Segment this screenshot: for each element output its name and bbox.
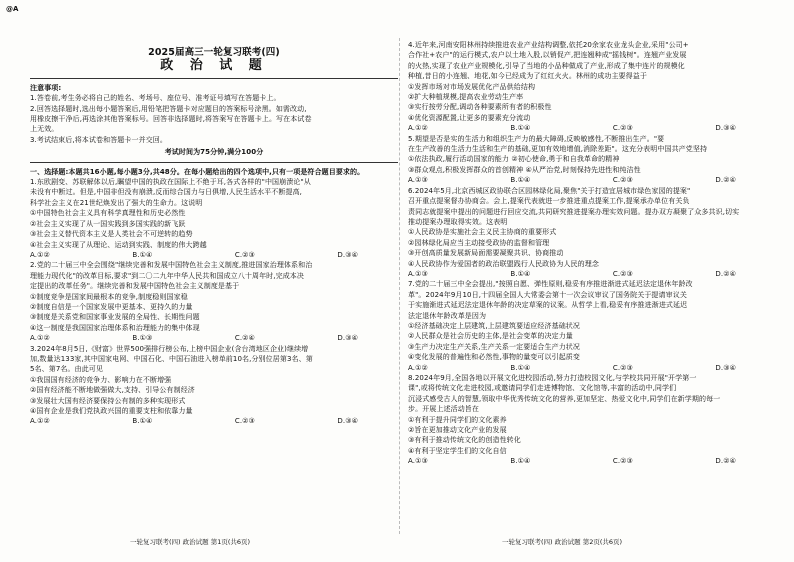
question [408,40,776,134]
answer-choice: B.①④ [510,363,531,372]
answer-choices [30,416,398,426]
answer-choice: C.②③ [234,417,255,426]
answer-choice: A.①③ [408,269,428,278]
question-stem: 7.党的二十届三中全会提出,"按照自愿、弹性原则,稳妥有序推进渐进式延迟法定退休年龄改 [408,280,693,289]
answer-choice: B.①④ [510,457,531,466]
notice-item: 2.回答选择题时,选出每小题答案后,用铅笔把答题卡对应题目的答案标号涂黑。如需改动, [30,104,307,113]
column-divider [399,38,400,534]
question-option: ③有利于推动传统文化的创造性转化 [408,436,521,445]
answer-choice: B.①④ [510,176,531,185]
question [30,260,398,343]
answer-choice: C.②③ [234,250,255,259]
answer-choices [408,363,776,373]
question-option: ②制度自信是一个国家发展中更基本、更持久的力量 [30,302,193,311]
question-option: ④社会主义实现了从理论、运动到实践、制度的伟大跨越 [30,240,207,249]
question-stem: 种植,昔日的小连翘、地花,如今已经成为了红红火火。林州的成功主要得益于 [408,72,647,81]
answer-choice: B.①④ [132,250,153,259]
question-option: ①人民政协是实施社会主义民主协商的重要形式 [408,228,557,237]
question-option: ②扩大种植规模,提高农业劳动生产率 [408,93,524,102]
answer-choice: D.③④ [337,334,358,343]
answer-choice: B.①④ [510,124,531,133]
question-stem: 未没有中断过。但是,中国非但没有崩溃,反而综合国力与日俱增,人民生活水平不断提高, [30,188,302,197]
notice-item: 上无效。 [30,125,59,134]
notice-heading: 注意事项: [30,83,62,92]
question-stem: 沉浸式感受古人的智慧,领取中华优秀传统文化的营养,更加坚定、热爱文化中,同学们在新学期的每一 [408,394,721,403]
answer-choice: C.②④ [234,334,255,343]
question-stem: 革"。2024年9月10日,十四届全国人大常委会第十一次会议审议了国务院关于提请审议关 [408,290,687,299]
question-option: ①有利于提升同学们的文化素养 [408,415,507,424]
question-stem: 3.2024年8月5日,《财富》世界500强排行榜公布,上榜中国企业(含台湾地区企业)继续增 [30,344,309,353]
answer-choice: A.①② [408,124,428,133]
answer-choices [30,333,398,343]
answer-choice: C.②③ [612,176,633,185]
page-footer: 一轮复习联考(四) 政治试题 第2页(共6页) [502,538,623,546]
question-stem: 1.东欧剧变、苏联解体以后,瞩望中国的执政在国际上不绝于耳,各式各样的"中国崩溃论"从 [30,178,311,187]
question [408,134,776,186]
answer-choice: D.②④ [715,176,736,185]
question-option: ①中国特色社会主义具有科学真理性和历史必然性 [30,209,186,218]
question [408,186,776,280]
answer-choice: D.③④ [337,417,358,426]
notice-item: 1.答卷前,考生务必将自己的姓名、考场号、座位号、准考证号填写在答题卡上。 [30,94,281,103]
question-option: ①制度竞争是国家间最根本的竞争,制度稳则国家稳 [30,292,188,301]
question-option: ①发挥市场对市场发展优化产品供给结构 [408,82,536,91]
answer-choice: A.①③ [408,176,428,185]
question-option: ③社会主义替代资本主义是人类社会不可逆转的趋势 [30,230,193,239]
section-heading: 一、选择题:本题共16小题,每小题3分,共48分。在每小题给出的四个选项中,只有一项是符合题目要求的。 [30,167,365,176]
answer-choice: C.②③ [612,124,633,133]
question-option: ②旨在更加推动文化产业的发展 [408,426,507,435]
answer-choice: D.②④ [715,457,736,466]
corner-mark: @A [6,5,19,13]
answer-choice: D.③④ [337,250,358,259]
answer-choice: A.①② [30,334,50,343]
question-option: ③实行按劳分配,调动各种要素所有者的积极性 [408,103,552,112]
question-stem: 合作社+农户"的运行模式,农户以土地入股,以销促产,把连翘种成"摇钱树"。连翘产业发展 [408,51,687,60]
question-stem: 2.党的二十届三中全会围绕"继续完善和发展中国特色社会主义制度,推进国家治理体系和治 [30,261,313,270]
answer-choice: B.①④ [510,269,531,278]
left-column [30,40,398,427]
question-stem: 的火热,实现了农业产业规模化,引导了当地的小品种做成了产业,形成了集中连片的规模化 [408,61,685,70]
question-option: ③生产力决定生产关系,生产关系一定要适合生产力状况 [408,342,580,351]
exam-time: 考试时间为75分钟,满分100分 [164,148,264,157]
exam-title: 2025届高三一轮复习联考(四) [148,47,280,58]
question-option: ②国有经济能不断地做强做大,支持、引导公有制经济 [30,386,195,395]
answer-choices [408,269,776,279]
question-option: ④优化资源配置,让更多的要素充分流动 [408,113,531,122]
question [408,373,776,467]
question-option: ③开创高质量发展新局面需要凝聚共识、协商推动 [408,249,564,258]
question-option: ③群众观点,积极发挥群众的首创精神 ④从严治党,时刻保持先进性和纯洁性 [408,165,641,174]
question-option: ②社会主义实现了从一国实践到多国实践的新飞跃 [30,219,186,228]
title-rule [30,78,398,79]
question-stem: 责同志就提案中提出的问题进行回应交流,共同研究推进提案办理实效问题。提办双方凝聚了众多共识,切实 [408,207,740,216]
answer-choice: C.②③ [612,457,633,466]
right-questions [408,40,776,467]
question [30,344,398,427]
answer-choice: A.①② [408,363,428,372]
notice-item: 3.考试结束后,将本试卷和答题卡一并交回。 [30,135,168,144]
question-stem: 课",或将传统文化走进校园,或邀请同学们走进博物馆、文化馆等,丰富的活动中,同学们 [408,384,677,393]
question-stem: 步。开展上述活动旨在 [408,405,479,414]
question-option: ①依法执政,履行活动国家的能力 ②初心使命,勇于和自我革命的精神 [408,155,620,164]
answer-choice: C.②③ [612,363,633,372]
question-option: ④有利于坚定学生们的文化自信 [408,446,507,455]
answer-choice: A.①② [30,417,50,426]
answer-choice: B.①④ [132,417,153,426]
question-stem: 5.期望是否是实的生活力和组织生产力的最大障碍,反映敏感性,不断推出生产。"要 [408,134,665,143]
question-stem: 定提出的改革任务"。继续完善和发展中国特色社会主义制度是基于 [30,282,240,291]
question [30,177,398,260]
notice-item: 用橡皮擦干净后,再选涂其他答案标号。回答非选择题时,将答案写在答题卡上。写在本试卷 [30,115,312,124]
question-stem: 召开重点提案督办协商会。会上,提案代表就进一步推进重点提案工作,提案承办单位有关负 [408,197,690,206]
question-stem: 8.2024年9月,全国各地以开展文化进校园活动,努力打造校园文化,与学校共同开展"开学第一 [408,374,697,382]
question-option: ④国有企业是我们党执政兴国的重要支柱和依靠力量 [30,407,193,415]
question-stem: 推动提案办理取得实效。这表明 [408,217,508,226]
question-option: ③制度是关系党和国家事业发展的全局性、长期性问题 [30,313,200,322]
question-option: ①经济基础决定上层建筑,上层建筑要适应经济基础状况 [408,321,580,330]
question-stem: 4.近年来,河南安阳林州持续推进农业产业结构调整,依托20余家农业龙头企业,采用"公司+ [408,41,689,49]
question-stem: 科学社会主义在21世纪焕发出了强大的生命力。这说明 [30,198,203,207]
left-questions [30,177,398,427]
question-stem: 6.2024年5月,北京西城区政协联合区园林绿化局,聚焦"关于打造宜居城市绿色家园的提案" [408,186,691,195]
answer-choice: B.①③ [132,334,153,343]
subject-title: 政 治 试 题 [160,58,268,74]
question-stem: 在生产改善的生活力生活和生产的基础,更加有效地增值,消除差距"。这充分表明中国共产党坚持 [408,145,708,154]
question-stem: 5名、第7名。由此可见 [30,365,104,374]
question-option: ④这一制度是我国国家治理体系和治理能力的集中体现 [30,323,200,332]
question-option: ②人民群众是社会历史的主体,是社会变革的决定力量 [408,332,573,341]
answer-choices [408,175,776,185]
page-footer: 一轮复习联考(四) 政治试题 第1页(共6页) [130,538,251,546]
question-stem: 理能力现代化"的改革目标,要求"到二〇二九年中华人民共和国成立八十周年时,完成本决 [30,271,304,280]
answer-choice: A.①② [30,250,50,259]
question-option: ③发展壮大国有经济要保持公有制的多种实现形式 [30,396,186,405]
answer-choice: A.①③ [408,457,428,466]
question-option: ④变化发展的普遍性和必然性,事物的量变可以引起质变 [408,353,580,362]
question-option: ②园林绿化局应当主动接受政协的监督和管理 [408,238,550,247]
answer-choice: C.②③ [612,269,633,278]
answer-choice: D.②④ [715,269,736,278]
question-stem: 法定退休年龄改革是因为 [408,311,487,320]
question-option: ④人民政协作为爱国者的政治联盟践行人民政协为人民的理念 [408,259,599,268]
answer-choices [408,123,776,133]
right-column [408,40,776,467]
question [408,279,776,373]
question-stem: 于实施渐进式延迟法定退休年龄的决定草案的议案。从哲学上看,稳妥有序推进渐进式延迟 [408,301,688,310]
answer-choice: D.③④ [715,124,736,133]
question-option: ①我国国有经济的竞争力、影响力在不断增强 [30,375,172,384]
answer-choices [30,250,398,260]
notice-rule [30,162,398,163]
answer-choice: D.③④ [715,363,736,372]
answer-choices [408,456,776,466]
question-stem: 加,数量达133家,其中国家电网、中国石化、中国石油进入榜单前10名,分别位居第3名、第 [30,354,313,363]
